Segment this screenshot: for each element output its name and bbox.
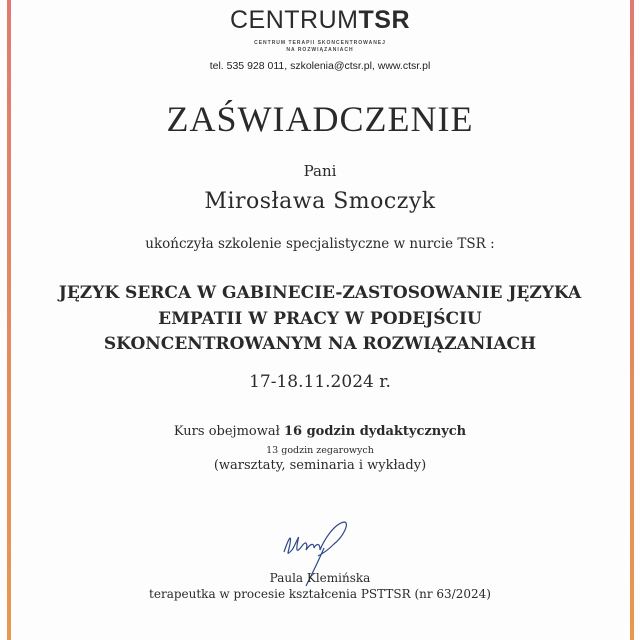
contact-info: tel. 535 928 011, szkolenia@ctsr.pl, www.ctsr.pl xyxy=(209,60,431,72)
hours-bold: 16 godzin dydaktycznych xyxy=(283,424,467,439)
course-title-line: JĘZYK SERCA W GABINECIE-ZASTOSOWANIE JĘZYKA xyxy=(58,283,582,303)
clock-hours: 13 godzin zegarowych xyxy=(266,445,374,456)
logo-subtitle: CENTRUM TERAPII SKONCENTROWANEJ xyxy=(254,40,386,46)
signer-role: terapeutka w procesie kształcenia PSTTSR (nr 63/2024) xyxy=(149,587,491,601)
certificate-title: ZAŚWIADCZENIE xyxy=(166,99,474,139)
hours-prefix: Kurs obejmował xyxy=(173,424,284,439)
course-title-line: EMPATII W PRACY W PODEJŚCIU xyxy=(158,308,482,329)
completion-text: ukończyła szkolenie specjalistyczne w nurcie TSR : xyxy=(145,236,495,252)
logo-text: CENTRUM xyxy=(230,6,359,34)
logo-subtitle-2: NA ROZWIĄZANIACH xyxy=(286,47,354,53)
course-title-line: SKONCENTROWANYM NA ROZWIĄZANIACH xyxy=(103,334,537,354)
logo xyxy=(0,6,640,35)
salutation: Pani xyxy=(303,162,337,180)
course-types: (warsztaty, seminaria i wykłady) xyxy=(213,458,427,473)
course-date: 17-18.11.2024 r. xyxy=(249,372,391,392)
signer-name: Paula Klemińska xyxy=(269,571,371,585)
logo-text-bold: TSR xyxy=(358,6,410,34)
course-title xyxy=(0,281,640,358)
course-hours xyxy=(0,424,640,439)
recipient-name: Mirosława Smoczyk xyxy=(204,189,436,214)
